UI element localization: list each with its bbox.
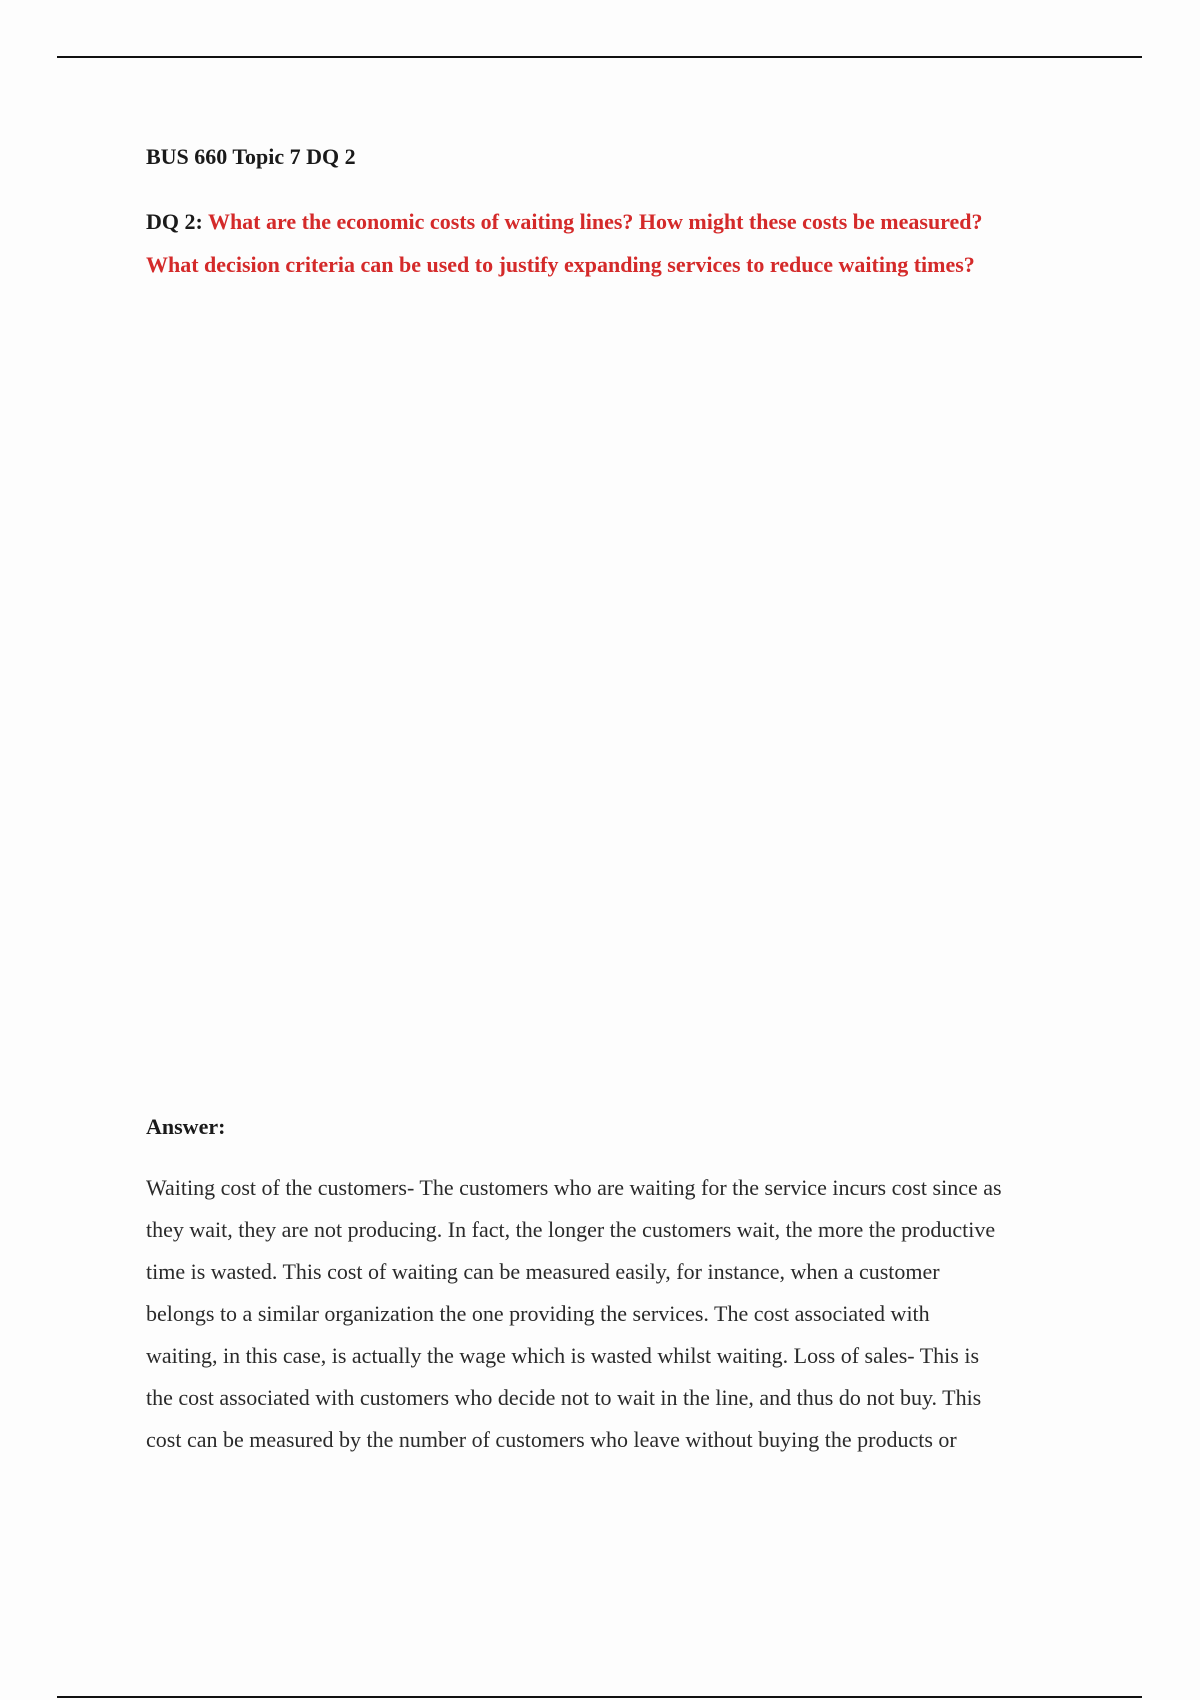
discussion-question bbox=[146, 200, 1086, 286]
question-text-line-1: What are the economic costs of waiting lines? How might these costs be measured? bbox=[207, 209, 983, 234]
question-label: DQ 2: bbox=[146, 209, 203, 234]
answer-line: time is wasted. This cost of waiting can be measured easily, for instance, when a customer bbox=[146, 1259, 940, 1284]
answer-line: belongs to a similar organization the one providing the services. The cost associated with bbox=[146, 1301, 930, 1326]
answer-line: cost can be measured by the number of customers who leave without buying the products or bbox=[146, 1427, 957, 1452]
document-title: BUS 660 Topic 7 DQ 2 bbox=[146, 144, 356, 169]
answer-line: Waiting cost of the customers- The customers who are waiting for the service incurs cost since as bbox=[146, 1175, 1002, 1200]
bottom-rule bbox=[57, 1696, 1142, 1698]
answer-body bbox=[146, 1167, 1096, 1461]
question-text-line-2: What decision criteria can be used to justify expanding services to reduce waiting times? bbox=[146, 252, 975, 277]
answer-line: waiting, in this case, is actually the wage which is wasted whilst waiting. Loss of sales- This is bbox=[146, 1343, 980, 1368]
answer-heading: Answer: bbox=[146, 1114, 226, 1139]
answer-line: they wait, they are not producing. In fact, the longer the customers wait, the more the productive bbox=[146, 1217, 996, 1242]
answer-line: the cost associated with customers who decide not to wait in the line, and thus do not buy. This bbox=[146, 1385, 982, 1410]
top-rule bbox=[57, 56, 1142, 58]
